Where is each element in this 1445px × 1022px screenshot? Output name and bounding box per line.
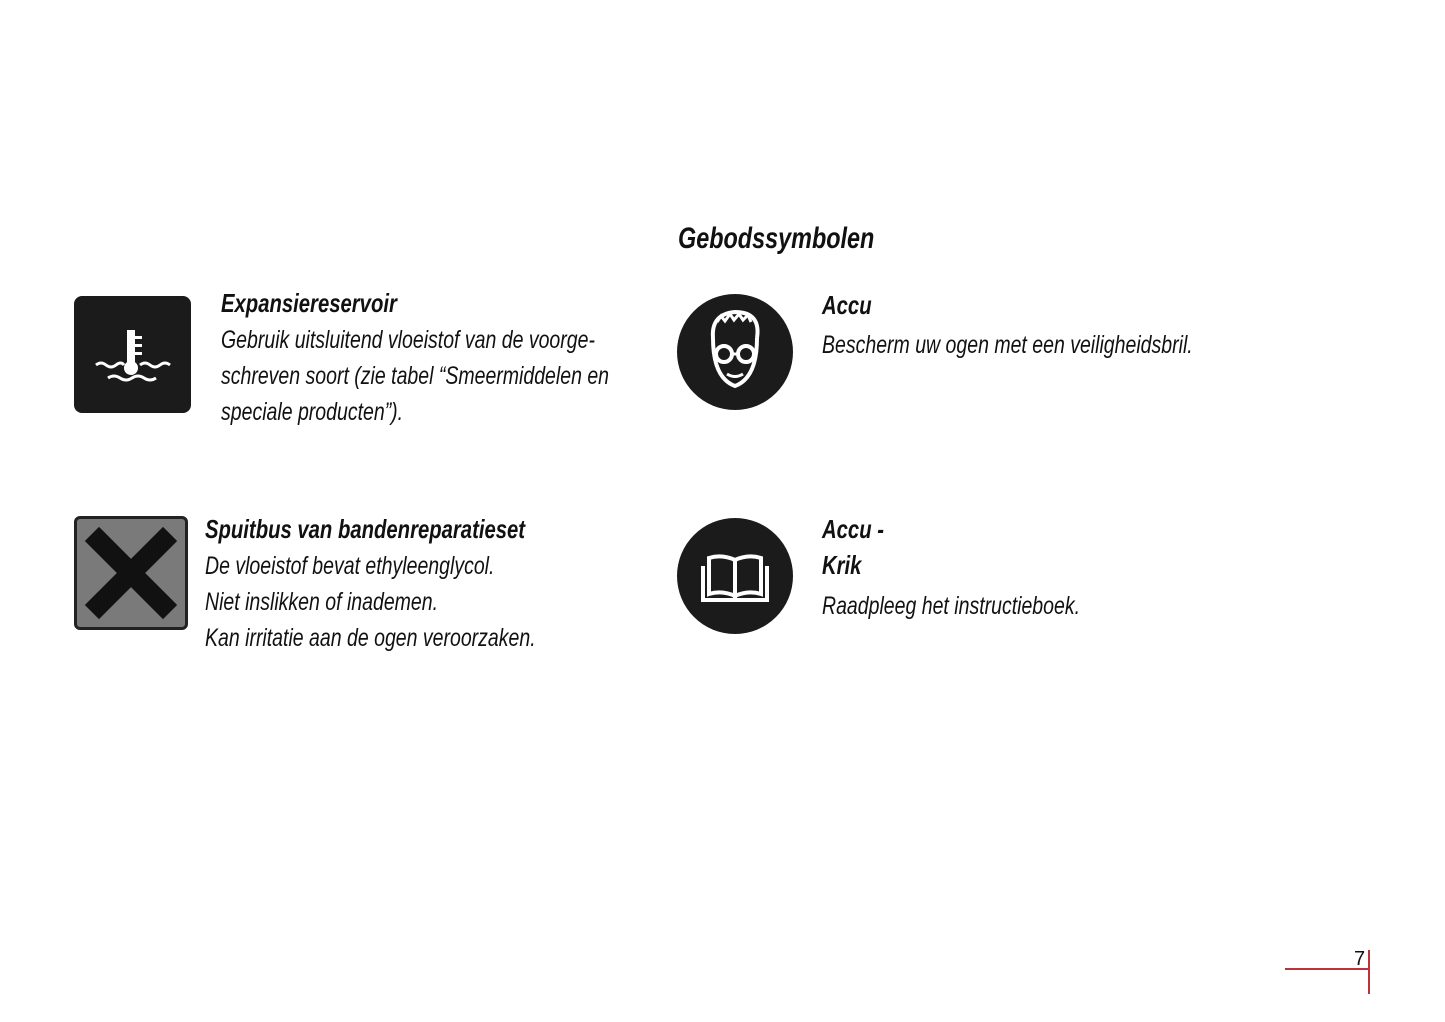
coolant-temperature-icon: [74, 296, 191, 413]
instruction-book-icon: [677, 518, 793, 634]
section-heading: Gebodssymbolen: [678, 222, 875, 255]
page-number: 7: [1354, 948, 1366, 970]
item-text-line: Raadpleeg het instructieboek.: [822, 592, 1081, 620]
item-text-line: speciale producten”).: [221, 398, 404, 426]
item-title-accu-krik-1: Accu -: [822, 514, 884, 544]
safety-goggles-icon: [677, 294, 793, 410]
page-number-rule-vertical: [1368, 950, 1370, 994]
item-title-accu-krik-2: Krik: [822, 550, 862, 580]
item-text-line: schreven soort (zie tabel “Smeermiddelen en: [221, 362, 610, 390]
item-text-line: Gebruik uitsluitend vloeistof van de voorge-: [221, 326, 595, 354]
item-text-line: Bescherm uw ogen met een veiligheidsbril.: [822, 331, 1193, 359]
item-text-line: Kan irritatie aan de ogen veroorzaken.: [205, 624, 536, 652]
item-title-accu: Accu: [822, 290, 872, 320]
item-text-line: Niet inslikken of inademen.: [205, 588, 439, 616]
item-title-spuitbus: Spuitbus van bandenreparatieset: [205, 514, 526, 544]
harmful-cross-icon: [74, 516, 188, 630]
item-title-expansiereservoir: Expansiereservoir: [221, 288, 397, 318]
item-text-line: De vloeistof bevat ethyleenglycol.: [205, 552, 495, 580]
